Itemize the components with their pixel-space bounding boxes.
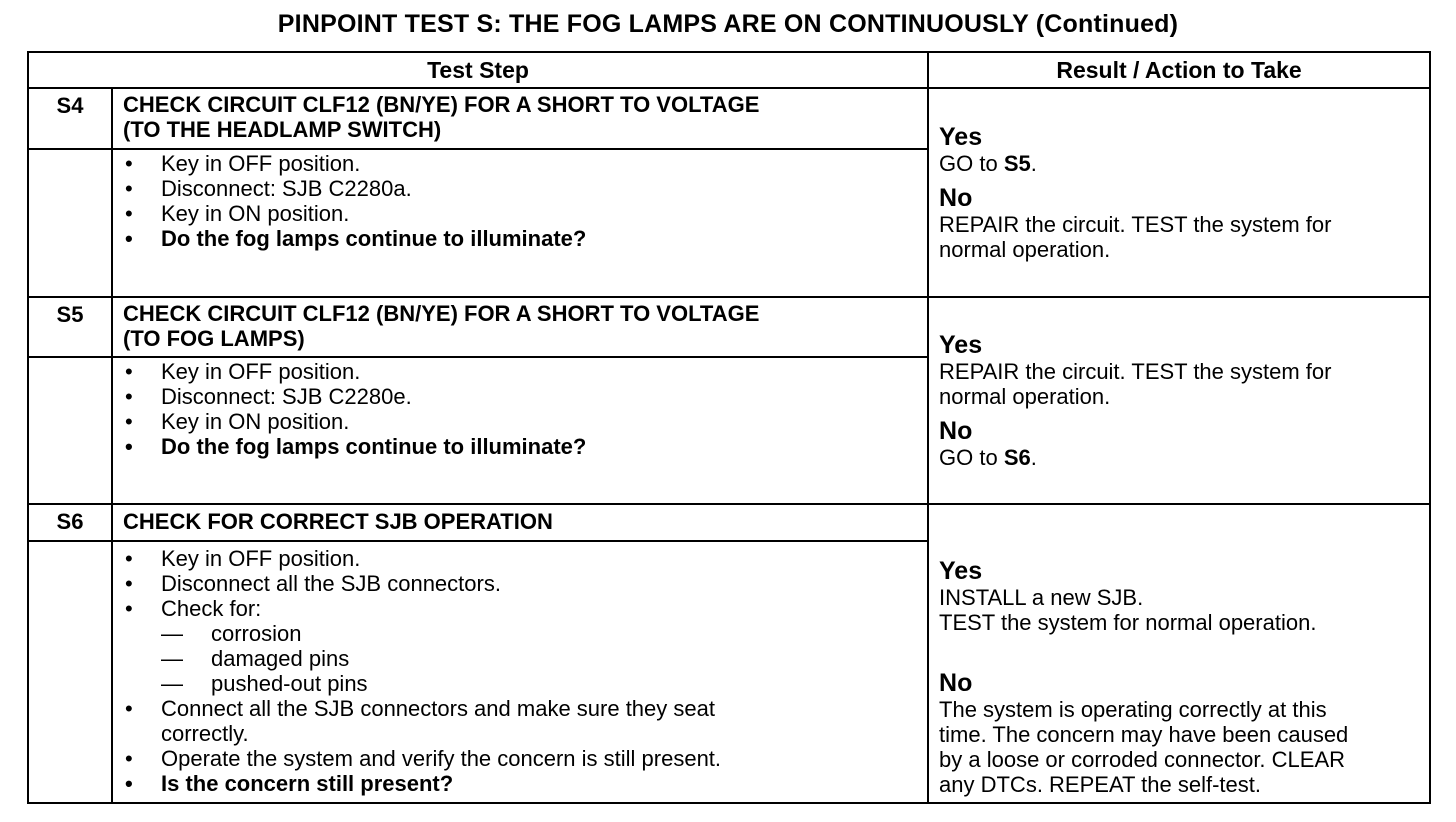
step-s5-heading-row — [28, 297, 1430, 357]
action-question: • Is the concern still present? — [123, 771, 917, 796]
yes-action — [939, 151, 1419, 176]
page-title: PINPOINT TEST S: THE FOG LAMPS ARE ON CONTINUOUSLY (Continued) — [277, 10, 1179, 38]
step-actions — [112, 149, 928, 297]
no-action-line: The system is operating correctly at this — [939, 697, 1327, 722]
step-heading — [112, 504, 928, 541]
action-item: • Key in ON position. — [123, 409, 917, 434]
step-heading — [112, 297, 928, 357]
no-action-line: by a loose or corroded connector. CLEAR — [939, 747, 1346, 772]
action-item: • Operate the system and verify the concern is still present. — [123, 746, 917, 771]
check-subitem: — corrosion — [123, 621, 917, 646]
heading-line: CHECK CIRCUIT CLF12 (BN/YE) FOR A SHORT TO VOLTAGE — [123, 92, 760, 117]
heading-line: (TO THE HEADLAMP SWITCH) — [123, 117, 442, 142]
action-item: • Key in OFF position. — [123, 546, 917, 571]
yes-label: Yes — [939, 557, 983, 585]
yes-action-line: INSTALL a new SJB. — [939, 585, 1144, 610]
no-label: No — [939, 184, 973, 212]
action-item: • Key in OFF position. — [123, 151, 917, 176]
yes-label: Yes — [939, 123, 983, 151]
no-text: GO to — [939, 445, 1004, 470]
yes-action-line: REPAIR the circuit. TEST the system for — [939, 359, 1332, 384]
heading-line: (TO FOG LAMPS) — [123, 326, 305, 351]
action-item: • Disconnect: SJB C2280a. — [123, 176, 917, 201]
step-link[interactable]: S6 — [1003, 445, 1031, 470]
step-id: S6 — [28, 504, 112, 541]
check-subitem: — damaged pins — [123, 646, 917, 671]
step-actions — [112, 357, 928, 504]
step-s6-heading-row — [28, 504, 1430, 541]
step-actions — [112, 541, 928, 803]
header-test-step: Test Step — [28, 52, 928, 88]
step-id-blank — [28, 149, 112, 297]
step-result — [928, 88, 1430, 297]
no-action-line: time. The concern may have been caused — [939, 722, 1349, 747]
no-action-line: any DTCs. REPEAT the self-test. — [939, 772, 1261, 797]
no-end: . — [1030, 445, 1037, 470]
no-action — [939, 445, 1419, 470]
heading-line: CHECK CIRCUIT CLF12 (BN/YE) FOR A SHORT TO VOLTAGE — [123, 301, 760, 326]
action-item: • Key in OFF position. — [123, 359, 917, 384]
step-id: S5 — [28, 297, 112, 357]
no-action-line: normal operation. — [939, 237, 1111, 262]
yes-end: . — [1030, 151, 1037, 176]
action-line: correctly. — [161, 721, 249, 746]
step-heading — [112, 88, 928, 149]
step-result — [928, 504, 1430, 803]
step-id-blank — [28, 541, 112, 803]
action-question: • Do the fog lamps continue to illuminate? — [123, 434, 917, 459]
no-action-line: REPAIR the circuit. TEST the system for — [939, 212, 1332, 237]
pinpoint-test-table — [27, 51, 1431, 804]
yes-action-line: normal operation. — [939, 384, 1111, 409]
yes-text: GO to — [939, 151, 1004, 176]
action-question: • Do the fog lamps continue to illuminate? — [123, 226, 917, 251]
no-label: No — [939, 417, 973, 445]
step-id-blank — [28, 357, 112, 504]
step-result — [928, 297, 1430, 504]
yes-label: Yes — [939, 331, 983, 359]
step-link[interactable]: S5 — [1003, 151, 1031, 176]
action-item: • Check for: — [123, 596, 917, 621]
header-result: Result / Action to Take — [928, 52, 1430, 88]
action-line: • Connect all the SJB connectors and make sure they seat — [161, 696, 715, 721]
check-subitem: — pushed-out pins — [123, 671, 917, 696]
heading-line: CHECK FOR CORRECT SJB OPERATION — [123, 509, 553, 534]
action-item — [123, 696, 917, 746]
yes-action-line: TEST the system for normal operation. — [939, 610, 1317, 635]
header-row — [28, 52, 1430, 88]
action-item: • Disconnect all the SJB connectors. — [123, 571, 917, 596]
action-item: • Key in ON position. — [123, 201, 917, 226]
action-item: • Disconnect: SJB C2280e. — [123, 384, 917, 409]
no-label: No — [939, 669, 973, 697]
step-id: S4 — [28, 88, 112, 149]
step-s4-heading-row — [28, 88, 1430, 149]
